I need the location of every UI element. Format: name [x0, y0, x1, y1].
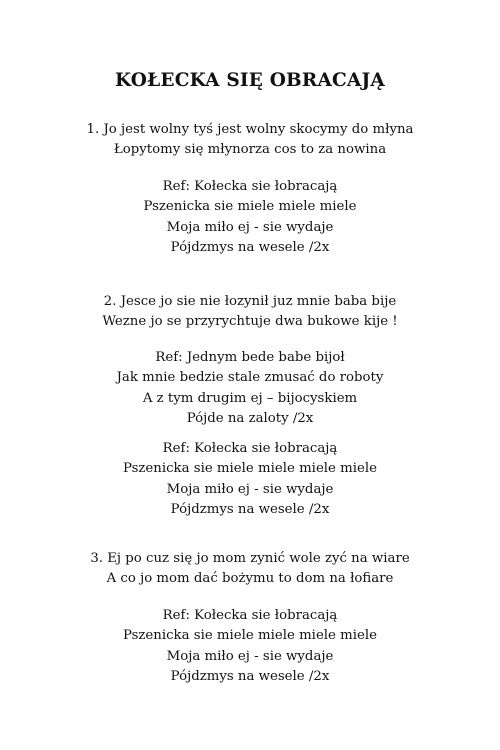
verse-1-line-2: Łopytomy się młynorza cos to za nowina — [113, 142, 387, 158]
verse-2-line-1: 2. Jesce jo sie nie łozynił juz mnie baba bije — [103, 294, 397, 309]
refrain-3-line-3: Moja miło ej - sie wydaje — [166, 648, 334, 664]
refrain-2b-line-3: Moja miło ej - sie wydaje — [166, 481, 334, 497]
refrain-2b-line-4: Pójdzmys na wesele /2x — [170, 501, 330, 517]
refrain-2b — [0, 439, 500, 520]
verse-3 — [0, 549, 500, 590]
song-title: KOŁECKA SIĘ OBRACAJĄ — [114, 70, 385, 91]
verse-1 — [0, 120, 500, 161]
refrain-3-line-1: Ref: Kołecka sie łobracają — [162, 608, 338, 623]
refrain-2a-line-1: Ref: Jednym bede babe bijoł — [155, 350, 345, 365]
refrain-3 — [0, 606, 500, 687]
refrain-2a-line-4: Pójde na zaloty /2x — [186, 410, 314, 426]
refrain-2b-line-1: Ref: Kołecka sie łobracają — [162, 441, 338, 456]
verse-2-line-2: Wezne jo se przyrychtuje dwa bukowe kije ! — [102, 314, 398, 330]
refrain-1 — [0, 177, 500, 258]
refrain-3-line-4: Pójdzmys na wesele /2x — [170, 668, 330, 684]
refrain-3-line-2: Pszenicka sie miele miele miele miele — [122, 628, 378, 644]
verse-3-line-2: A co jo mom dać bożymu to dom na łofiare — [106, 571, 394, 587]
refrain-1-line-2: Pszenicka sie miele miele miele — [143, 199, 357, 215]
refrain-2a-line-3: A z tym drugim ej – bijocyskiem — [142, 390, 358, 406]
verse-2 — [0, 292, 500, 333]
refrain-2b-line-2: Pszenicka sie miele miele miele miele — [122, 461, 378, 477]
refrain-2a — [0, 348, 500, 429]
refrain-1-line-3: Moja miło ej - sie wydaje — [166, 219, 334, 235]
refrain-1-line-4: Pójdzmys na wesele /2x — [170, 239, 330, 255]
refrain-1-line-1: Ref: Kołecka sie łobracają — [162, 179, 338, 194]
verse-1-line-1: 1. Jo jest wolny tyś jest wolny skocymy do młyna — [86, 122, 414, 137]
refrain-2a-line-2: Jak mnie bedzie stale zmusać do roboty — [116, 370, 384, 386]
verse-3-line-1: 3. Ej po cuz się jo mom zynić wole zyć na wiare — [90, 551, 410, 566]
